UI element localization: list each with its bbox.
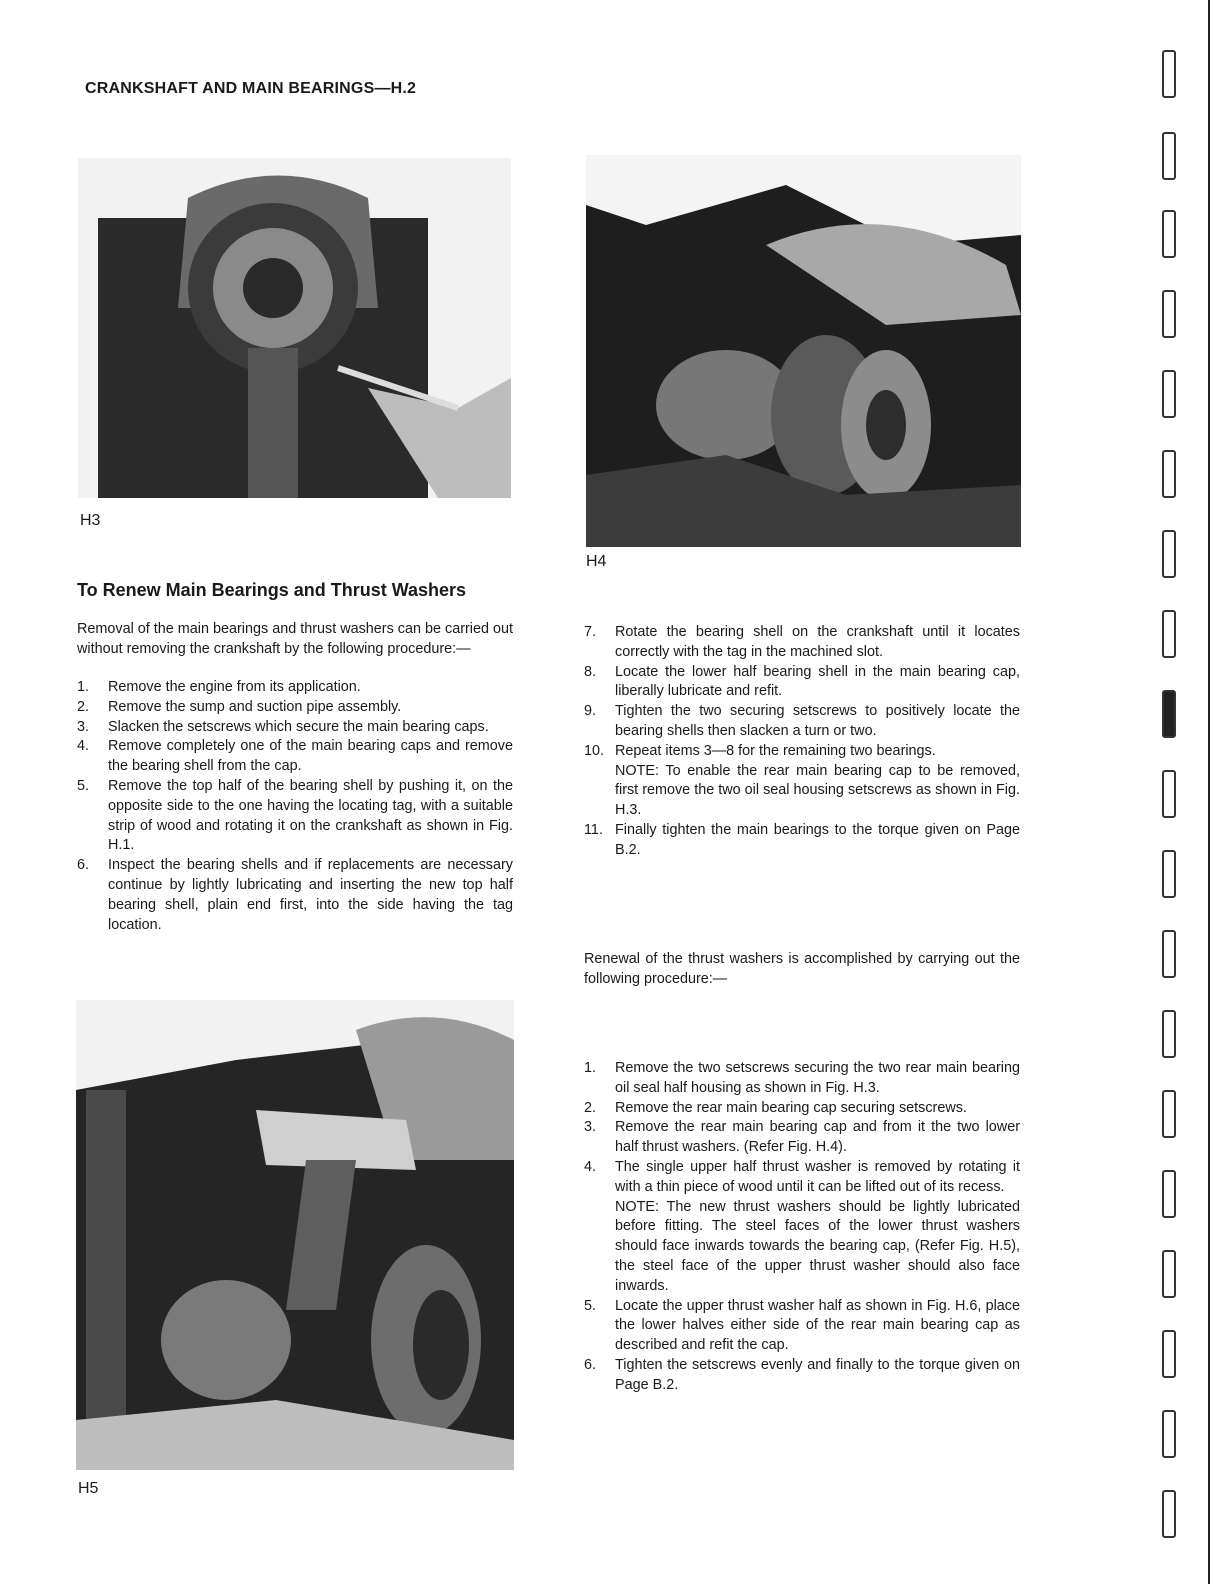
binder-tab-mark: [1162, 290, 1176, 338]
step-text: Locate the lower half bearing shell in the main bearing cap, liberally lubricate and refit.: [615, 663, 1020, 700]
step-number: 3.: [584, 1119, 597, 1136]
figure-h4-photo: [586, 155, 1021, 547]
step-number: 9.: [584, 703, 597, 720]
step-number: 6.: [77, 857, 90, 874]
step-text: Repeat items 3—8 for the remaining two bearings.: [615, 742, 936, 759]
list-item: [77, 777, 513, 856]
step-text: Slacken the setscrews which secure the main bearing caps.: [108, 718, 489, 735]
step-text: Remove the sump and suction pipe assembly.: [108, 698, 402, 715]
binder-tab-marks: [1162, 50, 1182, 1550]
step-text: Remove the engine from its application.: [108, 679, 361, 695]
step-note: NOTE: To enable the rear main bearing cap to be removed, first remove the two oil seal housing setscrews as shown in Fig. H.3.: [615, 762, 1020, 819]
list-item: [77, 856, 513, 935]
step-number: 5.: [584, 1297, 597, 1314]
binder-tab-mark: [1162, 1410, 1176, 1458]
page-edge-rule: [1208, 0, 1210, 1584]
step-number: 4.: [77, 738, 90, 755]
step-number: 2.: [584, 1099, 597, 1116]
step-number: 5.: [77, 777, 90, 794]
list-item: [584, 1158, 1020, 1297]
step-number: 10.: [584, 742, 605, 759]
list-item: [77, 737, 513, 777]
step-text: Rotate the bearing shell on the crankshaft until it locates correctly with the tag in the machined slot.: [615, 624, 1020, 660]
figure-h4-label: H4: [586, 553, 607, 570]
step-number: 8.: [584, 663, 597, 680]
step-text: The single upper half thrust washer is removed by rotating it with a thin piece of wood until it can be lifted out of its recess.: [615, 1158, 1020, 1195]
figure-h3-label: H3: [80, 512, 101, 529]
list-item: [584, 742, 1020, 821]
binder-tab-mark: [1162, 1250, 1176, 1298]
step-note: NOTE: The new thrust washers should be lightly lubricated before fitting. The steel faces of the lower thrust washers should face inwards towards the bearing cap, (Refer Fig. H.5), the steel face of the upper thrust washer should also face inwards.: [615, 1198, 1020, 1294]
step-number: 1.: [77, 679, 90, 695]
list-item: [584, 663, 1020, 703]
list-item: [584, 1356, 1020, 1396]
binder-tab-mark: [1162, 770, 1176, 818]
list-item: [584, 1118, 1020, 1158]
bearings-steps-right: [584, 623, 1020, 861]
step-number: 2.: [77, 698, 90, 715]
binder-tab-mark: [1162, 1330, 1176, 1378]
step-number: 7.: [584, 624, 597, 640]
list-item: [584, 821, 1020, 861]
binder-tab-mark: [1162, 1090, 1176, 1138]
list-item: [584, 623, 1020, 663]
step-text: Finally tighten the main bearings to the torque given on Page B.2.: [615, 821, 1020, 858]
step-text: Remove the rear main bearing cap and from it the two lower half thrust washers. (Refer Fig. H.4).: [615, 1119, 1020, 1156]
list-item: [584, 702, 1020, 742]
step-number: 3.: [77, 718, 90, 735]
list-item: [584, 1297, 1020, 1356]
binder-tab-mark: [1162, 930, 1176, 978]
step-number: 1.: [584, 1060, 597, 1076]
list-item: [77, 678, 513, 698]
binder-tab-mark: [1162, 450, 1176, 498]
bearings-steps-left: [77, 678, 513, 935]
binder-tab-mark: [1162, 1170, 1176, 1218]
page-header: CRANKSHAFT AND MAIN BEARINGS—H.2: [85, 80, 417, 97]
step-text: Inspect the bearing shells and if replacements are necessary continue by lightly lubricating and inserting the new top half bearing shell, plain end first, into the side having the tag location.: [108, 857, 513, 933]
binder-tab-mark: [1162, 530, 1176, 578]
list-item: [77, 718, 513, 738]
step-number: 4.: [584, 1158, 597, 1175]
binder-tab-mark: [1162, 370, 1176, 418]
figure-h3-photo: [78, 158, 511, 498]
binder-tab-mark: [1162, 50, 1176, 98]
list-item: [584, 1059, 1020, 1099]
step-number: 11.: [584, 821, 603, 838]
step-text: Locate the upper thrust washer half as shown in Fig. H.6, place the lower halves either side of the rear main bearing cap as described and refit the cap.: [615, 1297, 1020, 1354]
figure-h5-photo: [76, 1000, 514, 1470]
step-text: Tighten the two securing setscrews to positively locate the bearing shells then slacken a turn or two.: [615, 703, 1020, 739]
binder-tab-mark: [1162, 850, 1176, 898]
figure-h5-label: H5: [78, 1480, 99, 1497]
binder-tab-mark: [1162, 132, 1176, 180]
list-item: [77, 698, 513, 718]
step-text: Remove completely one of the main bearing caps and remove the bearing shell from the cap.: [108, 738, 513, 775]
step-text: Remove the two setscrews securing the two rear main bearing oil seal half housing as shown in Fig. H.3.: [615, 1060, 1020, 1096]
step-text: Remove the top half of the bearing shell by pushing it, on the opposite side to the one having the locating tag, with a suitable strip of wood and rotating it on the crankshaft as shown in Fig. H.1.: [108, 777, 513, 854]
binder-tab-mark: [1162, 610, 1176, 658]
list-item: [584, 1099, 1020, 1119]
step-number: 6.: [584, 1356, 597, 1373]
thrust-intro: Renewal of the thrust washers is accomplished by carrying out the following procedure:—: [584, 951, 1020, 987]
step-text: Tighten the setscrews evenly and finally to the torque given on Page B.2.: [615, 1356, 1020, 1393]
section-heading: To Renew Main Bearings and Thrust Washers: [77, 580, 467, 600]
binder-tab-mark: [1162, 690, 1176, 738]
binder-tab-mark: [1162, 1490, 1176, 1538]
binder-tab-mark: [1162, 1010, 1176, 1058]
binder-tab-mark: [1162, 210, 1176, 258]
step-text: Remove the rear main bearing cap securing setscrews.: [615, 1099, 967, 1116]
thrust-steps: [584, 1059, 1020, 1396]
bearings-intro: Removal of the main bearings and thrust washers can be carried out without removing the crankshaft by the following procedure:—: [77, 621, 513, 657]
